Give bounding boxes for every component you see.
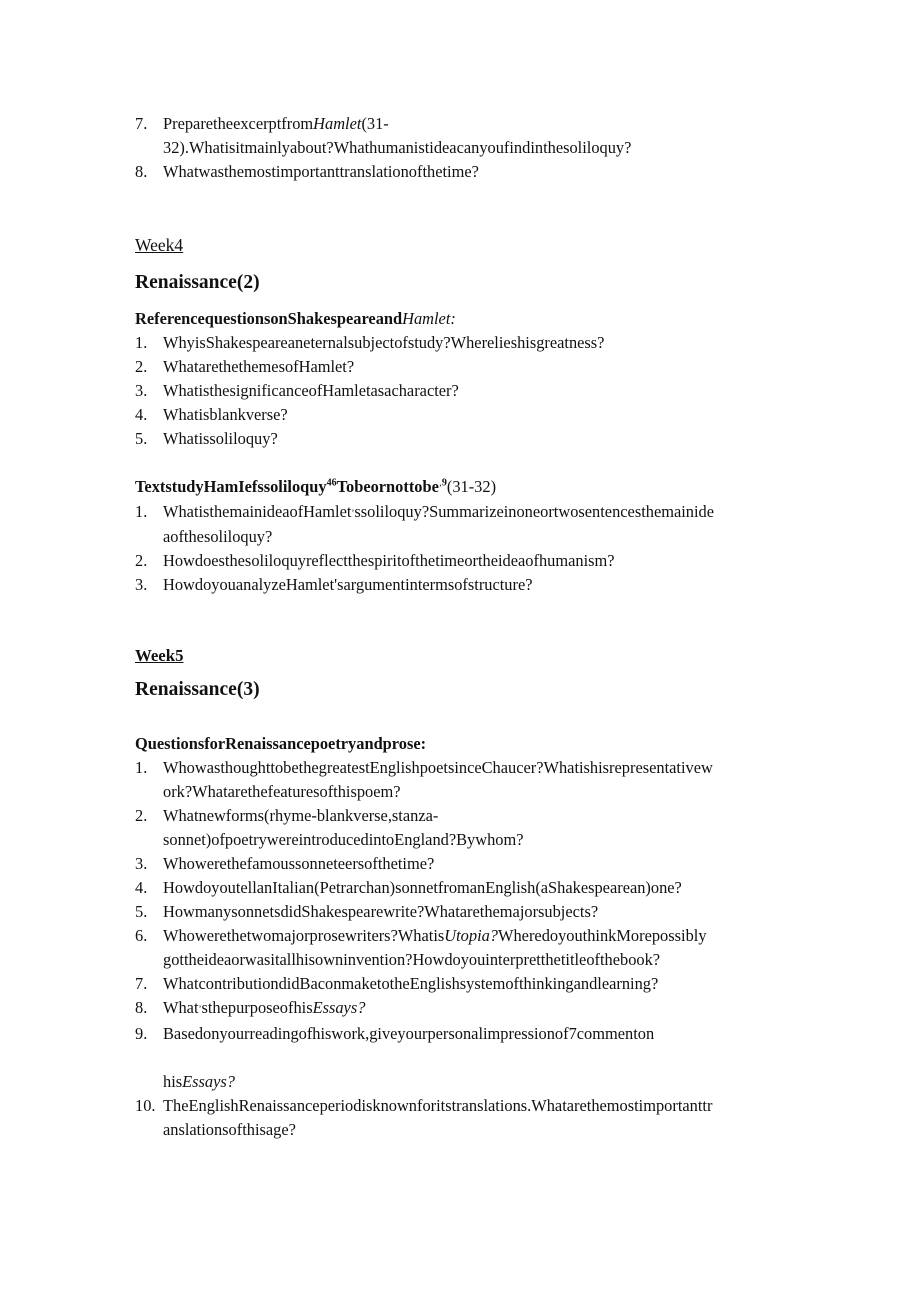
item-text: WhatisthesignificanceofHamletasacharacter? [163, 381, 459, 400]
item-number: 1. [135, 502, 148, 522]
item-number: 3. [135, 381, 148, 400]
item-text: WhatarethethemesofHamlet? [163, 357, 355, 376]
top-question-list [135, 112, 795, 184]
week5-label: Week5 [135, 646, 184, 666]
list-item: 1. WhowasthoughttobethegreatestEnglishpoetsinceChaucer?Whatishisrepresentativew ork?Whatarethefeaturesofthispoem? [135, 758, 713, 802]
list-item [135, 160, 795, 184]
item-text: Preparetheexcerptfrom [163, 114, 314, 133]
list-item [135, 112, 795, 160]
item-number: 10. [135, 1095, 156, 1115]
text-study-title: TextstudyHamIefssoliloquy$^{46}$Tobeornottobe’$^9$(31-32) [135, 477, 497, 496]
item-number: 4. [135, 878, 148, 898]
item-emphasis: Utopia? [444, 926, 499, 946]
item-number: 3. [135, 854, 148, 874]
item-number: 1. [135, 333, 148, 352]
item-number: 7. [135, 114, 148, 133]
document-page [135, 112, 795, 1142]
list-item [135, 355, 795, 379]
list-item [135, 379, 795, 403]
list-item: 6. Whowerethetwomajorprosewriters?WhatisUtopia?WheredoyouthinkMorepossibly gottheideaorwasitallhisowninvention?Howdoyouinterpretthetitleofthebook? [135, 926, 707, 970]
item-number: 2. [135, 806, 148, 826]
week5-heading: Renaissance(3) [135, 679, 260, 701]
list-item: 10. TheEnglishRenaissanceperiodisknownforitstranslations.Whatarethemostimportanttr anslationsofthisage? [135, 1095, 713, 1139]
list-item: 1. WhatisthemainideaofHamlet’ssoliloquy?Summarizeinoneortwosentencesthemainide aofthesoliloquy? [135, 502, 715, 547]
item-number: 3. [135, 575, 148, 595]
list-item: 4. HowdoyoutellanItalian(Petrarchan)sonnetfromanEnglish(aShakespearean)one? [135, 876, 795, 900]
item-text: Whatissoliloquy? [163, 429, 278, 448]
list-item: 2. Whatnewforms(rhyme-blankverse,stanza- sonnet)ofpoetrywereintroducedintoEngland?Bywhom? [135, 806, 524, 850]
item-number: 8. [135, 998, 148, 1018]
list-item: 9. Basedonyourreadingofhiswork,giveyourpersonalimpressionof7commenton hisEssays? [135, 1023, 655, 1091]
item-text: Howdoesthesoliloquyreflectthespiritofthetimeortheideaofhumanism? [163, 551, 615, 571]
item-number: 5. [135, 902, 148, 922]
poetry-prose-question-list [135, 756, 795, 1141]
item-text: 32).Whatisitmainlyabout?Whathumanistideacanyoufindinthesoliloquy? [163, 138, 632, 157]
list-item: 3. Whowerethefamoussonneteersofthetime? [135, 852, 795, 876]
list-item: 5. HowmanysonnetsdidShakespearewrite?Whatarethemajorsubjects? [135, 900, 795, 924]
text-study-question-list [135, 500, 795, 597]
list-item [135, 403, 795, 427]
item-text: WhyisShakespeareaneternalsubjectofstudy?Wherelieshisgreatness? [163, 333, 605, 352]
item-number: 2. [135, 551, 148, 571]
item-text: (31- [361, 114, 389, 133]
list-item [135, 573, 795, 597]
list-item: 7. WhatcontributiondidBaconmaketotheEnglishsystemofthinkingandlearning? [135, 972, 795, 996]
item-number: 6. [135, 926, 148, 946]
item-number: 2. [135, 357, 148, 376]
item-emphasis: Essays? [312, 998, 366, 1018]
item-number: 7. [135, 974, 148, 994]
item-number: 4. [135, 405, 148, 424]
item-text: Whatisblankverse? [163, 405, 288, 424]
item-text: Whatwasthemostimportanttranslationofthetime? [163, 162, 479, 181]
list-item [135, 331, 795, 355]
poetry-prose-questions-title: QuestionsforRenaissancepoetryandprose: [135, 734, 427, 754]
list-item: 8. What’sthepurposeofhisEssays? [135, 996, 795, 1021]
title-emphasis: Hamlet: [402, 309, 456, 328]
item-number: 5. [135, 429, 148, 448]
item-number: 9. [135, 1023, 148, 1043]
item-emphasis: Essays? [182, 1071, 235, 1091]
list-item [135, 549, 795, 573]
item-text: HowdoyouanalyzeHamlet'sargumentintermsofstructure? [163, 575, 533, 595]
reference-questions-title: ReferencequestionsonShakespeareandHamlet: [135, 309, 456, 328]
week4-label: Week4 [135, 235, 184, 255]
reference-question-list [135, 331, 795, 451]
list-item [135, 427, 795, 451]
item-number: 1. [135, 758, 148, 778]
item-emphasis: Hamlet [313, 114, 362, 133]
item-number: 8. [135, 162, 148, 181]
week4-heading: Renaissance(2) [135, 272, 260, 293]
